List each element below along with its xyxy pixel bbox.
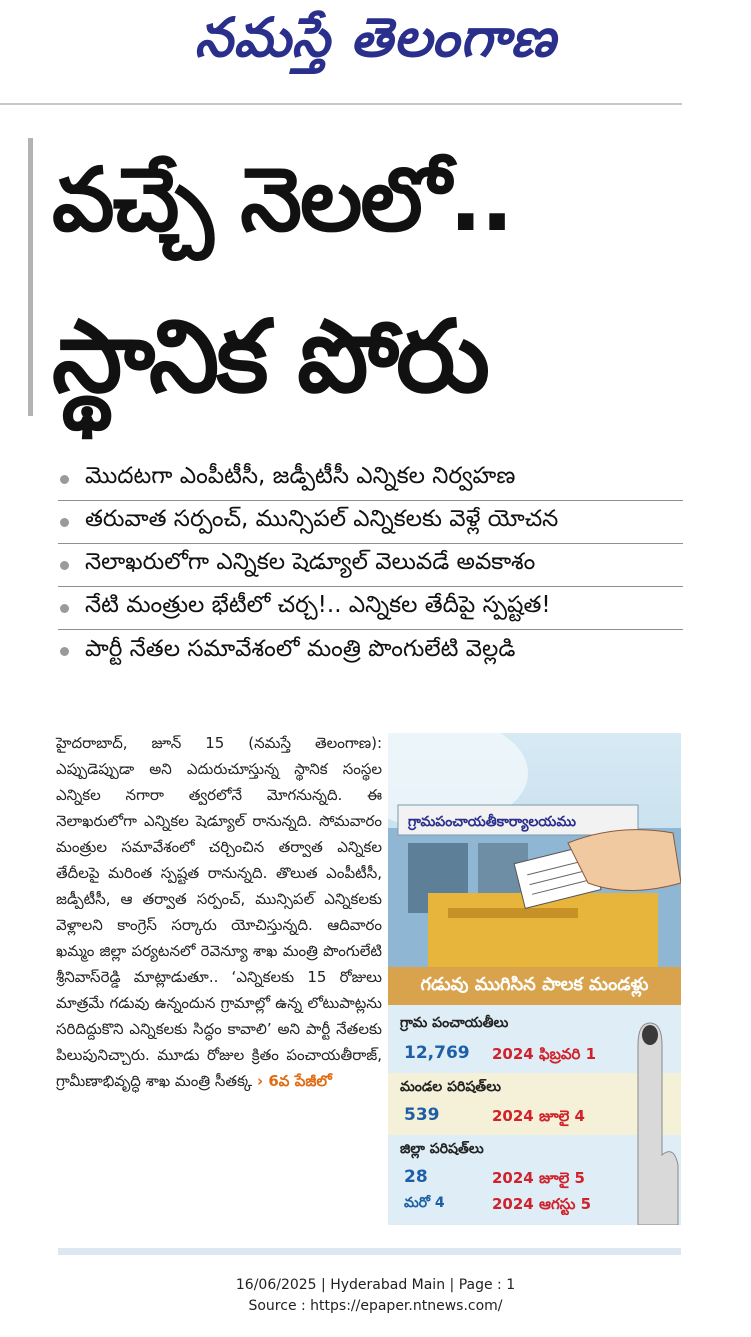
bullet-item <box>58 544 683 587</box>
stat-number: 28 <box>404 1167 428 1187</box>
bullet-text: మొదటగా ఎంపీటీసీ, జడ్పీటీసీ ఎన్నికల నిర్వహణ <box>85 463 516 489</box>
stat-date: 2024 జూలై 5 <box>492 1169 585 1187</box>
stat-number: మరో 4 <box>404 1195 445 1211</box>
bullet-item <box>58 458 683 501</box>
headline-line-2: స్థానిక పోరు <box>52 298 487 415</box>
continued-page-link[interactable]: › 6వ పేజీలో <box>256 1072 332 1090</box>
bullet-text: పార్టీ నేతల సమావేశంలో మంత్రి పొంగులేటి వెల్లడి <box>85 635 516 662</box>
bottom-rule <box>58 1248 681 1255</box>
bullet-dot-icon <box>60 561 69 570</box>
bullet-item <box>58 630 683 673</box>
stat-date: 2024 ఆగస్టు 5 <box>492 1195 592 1213</box>
election-photo <box>388 733 681 967</box>
footer-source-link[interactable]: Source : https://epaper.ntnews.com/ <box>248 1298 503 1314</box>
bullet-dot-icon <box>60 604 69 613</box>
stat-date: 2024 ఫిబ్రవరి 1 <box>492 1045 597 1063</box>
stat-title: మండల పరిషత్‌లు <box>400 1079 501 1095</box>
inked-finger-icon <box>618 1005 681 1225</box>
stat-title: గ్రామ పంచాయతీలు <box>400 1015 509 1031</box>
article-body <box>56 730 382 1094</box>
infobox-caption: గడువు ముగిసిన పాలక మండళ్లు <box>388 967 681 1005</box>
stat-number: 539 <box>404 1105 440 1125</box>
bullet-text: నెలాఖరులోగా ఎన్నికల షెడ్యూల్ వెలువడే అవకాశం <box>85 549 536 575</box>
bullet-text: నేటి మంత్రుల భేటీలో చర్చ!.. ఎన్నికల తేదీపై స్పష్టత! <box>85 592 551 618</box>
office-sign-text: గ్రామపంచాయతీకార్యాలయము <box>408 814 576 830</box>
masthead <box>0 0 751 105</box>
infobox-stats <box>388 1005 681 1225</box>
bullet-dot-icon <box>60 647 69 656</box>
bullet-text: తరువాత సర్పంచ్, మున్సిపల్ ఎన్నికలకు వెళ్లే యోచన <box>85 506 559 532</box>
bullet-dot-icon <box>60 518 69 527</box>
headline-accent-bar <box>28 138 33 416</box>
bullet-dot-icon <box>60 475 69 484</box>
stat-title: జిల్లా పరిషత్‌లు <box>400 1141 484 1157</box>
stat-number: 12,769 <box>404 1043 470 1063</box>
bullet-item <box>58 501 683 544</box>
bullet-item <box>58 587 683 630</box>
masthead-rule <box>0 103 682 105</box>
masthead-title: నమస్తే తెలంగాణ <box>194 6 557 69</box>
article-body-text: హైదరాబాద్, జూన్ 15 (నమస్తే తెలంగాణ): ఎప్పుడెప్పుడా అని ఎదురుచూస్తున్న స్థానిక సంస్థల ఎన్నికల నగారా త్వరలోనే మోగనున్నది. ఈ నెలాఖరులోగా ఎన్నికల షెడ్యూల్ రానున్నది. సోమవారం మంత్రుల సమావేశంలో చర్చించిన తర్వాత ఎన్నికల తేదీలపై మరింత స్పష్టత రానున్నది. తొలుత ఎంపీటీసీ, జడ్పీటీసీ, ఆ తర్వాత సర్పంచ్, మున్సిపల్ ఎన్నికలకు వెళ్లాలని కాంగ్రెస్ సర్కారు యోచిస్తున్నది. ఆదివారం ఖమ్మం జిల్లా పర్యటనలో రెవెన్యూ శాఖ మంత్రి పొంగులేటి శ్రీనివాస్‌రెడ్డి మాట్లాడుతూ.. ‘ఎన్నికలకు 15 రోజులు మాత్రమే గడువు ఉన్నందున గ్రామాల్లో ఉన్న లోటుపాట్లను సరిదిద్దుకొని ఎన్నికలకు సిద్ధం కావాలి’ అని పార్టీ నేతలకు పిలుపునిచ్చారు. మూడు రోజుల క్రితం పంచాయతీరాజ్, గ్రామీణాభివృద్ధి శాఖ మంత్రి సీతక్క <box>56 734 382 1090</box>
headline-line-1: వచ్చే నెలలో.. <box>52 148 512 251</box>
bullet-list <box>58 458 683 673</box>
stat-date: 2024 జూలై 4 <box>492 1107 585 1125</box>
footer-edition-info: 16/06/2025 | Hyderabad Main | Page : 1 <box>235 1277 516 1293</box>
